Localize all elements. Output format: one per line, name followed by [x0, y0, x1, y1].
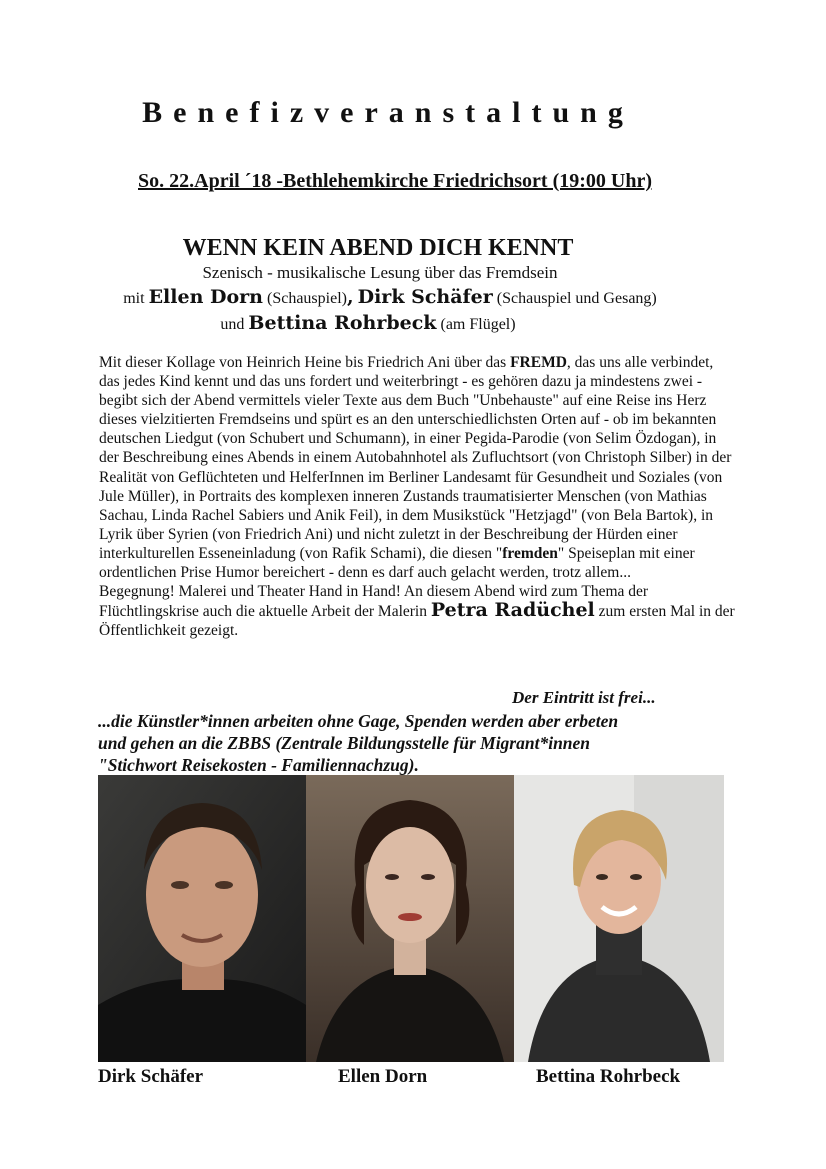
- performers-and: und: [220, 316, 245, 333]
- event-date-location: So. 22.April ´18 -Bethlehemkirche Friedrichsort (19:00 Uhr): [138, 170, 652, 192]
- performer-dirk-schaefer: Dirk Schäfer: [357, 286, 493, 308]
- performers-prefix: mit: [123, 290, 145, 307]
- text-segment: Begegnung! Malerei und Theater Hand in Hand! An diesem Abend wird zum Thema der Flüchtlingskrise auch die aktuelle Arbeit der Malerin: [99, 583, 649, 621]
- performers-line: [0, 286, 780, 308]
- performer-bettina-role: (am Flügel): [440, 316, 516, 333]
- description-paragraph-1: [99, 353, 735, 582]
- caption-bettina-rohrbeck: Bettina Rohrbeck: [536, 1066, 681, 1087]
- description-paragraph-2: [99, 582, 735, 640]
- performers-separator: ,: [346, 286, 354, 308]
- artist-name-petra: Petra Radüchel: [430, 599, 595, 622]
- donation-line: "Stichwort Reisekosten - Familiennachzug).: [98, 755, 419, 775]
- text-segment: , das uns alle verbindet, das jedes Kind kennt und das uns fordert und weiterbringt - es gehören dazu ja mindestens zwei - begibt sich der Abend vermittels vieler Texte aus dem Buch "Unbehauste" auf eine Reise ins Herz dieses vielzitierten Fremdseins und spürt es an den unterschiedlichsten Orten auf - ob im bekannten deutschen Liedgut (von Schubert und Schumann), in einer Pegida-Parodie (von Selim Özdogan), in der Beschreibung eines Abends in einem Autobahnhotel als Zufluchtsort (von Christoph Silber) in der Realität von Geflüchteten und HelferInnen im Berliner Landesamt für Gesundheit und Soziales (von Jule Müller), in Portraits des komplexen inneren Zustands traumatisierter Menschen (von Mathias Sachau, Linda Rachel Sabiers und Anik Feil), in dem Musikstück "Hetzjagd" (von Bela Bartok), in Lyrik über Syrien (von Friedrich Ani) und nicht zuletzt in der Beschreibung der Hürden einer interkulturellen Esseneinladung (von Rafik Schami), die diesen ": [99, 354, 732, 562]
- page-title: Benefizveranstaltung: [142, 96, 634, 129]
- text-segment: zum ersten Mal in der Öffentlichkeit gezeigt.: [99, 603, 735, 640]
- text-segment: " Speiseplan mit einer ordentlichen Prise Humor bereichert - denn es darf auch gelacht werden, trotz allem...: [99, 544, 695, 582]
- photo-ellen-dorn: [306, 775, 514, 1062]
- donation-note: [98, 710, 738, 776]
- donation-line: ...die Künstler*innen arbeiten ohne Gage, Spenden werden aber erbeten: [98, 711, 619, 731]
- emphasis-fremden: fremden: [502, 544, 558, 562]
- show-subtitle: Szenisch - musikalische Lesung über das Fremdsein: [202, 263, 558, 282]
- performer-bettina-rohrbeck: Bettina Rohrbeck: [248, 312, 437, 334]
- caption-dirk-schaefer: Dirk Schäfer: [98, 1066, 204, 1087]
- photo-dirk-schaefer: [98, 775, 306, 1062]
- caption-ellen-dorn: Ellen Dorn: [338, 1066, 428, 1087]
- performers-line-2: [0, 312, 736, 334]
- description-text: [99, 353, 735, 640]
- show-title: WENN KEIN ABEND DICH KENNT: [182, 235, 574, 261]
- admission-note: Der Eintritt ist frei...: [512, 688, 656, 707]
- performer-dirk-role: (Schauspiel und Gesang): [496, 290, 657, 307]
- text-segment: Mit dieser Kollage von Heinrich Heine bis Friedrich Ani über das: [99, 354, 511, 371]
- performer-ellen-role: (Schauspiel): [267, 290, 347, 307]
- donation-line: und gehen an die ZBBS (Zentrale Bildungsstelle für Migrant*innen: [98, 733, 591, 753]
- performer-ellen-dorn: Ellen Dorn: [148, 286, 263, 308]
- emphasis-fremd: FREMD: [510, 354, 567, 371]
- photo-bettina-rohrbeck: [514, 775, 724, 1062]
